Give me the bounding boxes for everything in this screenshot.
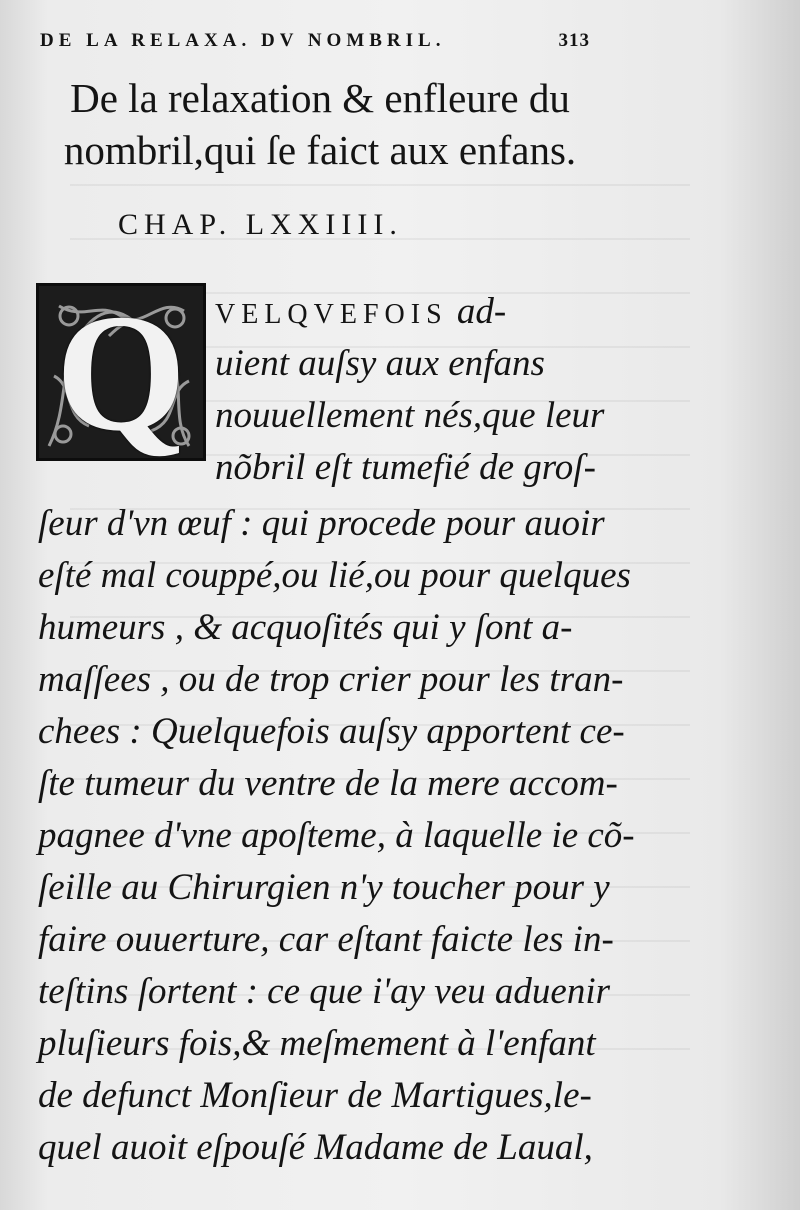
body-line: ſeille au Chirurgien n'y toucher pour y bbox=[38, 867, 610, 908]
chapter-number: CHAP. LXXIIII. bbox=[118, 208, 403, 241]
body-line: faire ouuerture, car eſtant faicte les in- bbox=[38, 919, 614, 960]
body-line: teſtins ſortent : ce que i'ay veu aduenir bbox=[38, 971, 611, 1012]
body-lead-caps: VELQVEFOIS bbox=[215, 299, 448, 330]
body-line: humeurs , & acquoſités qui y ſont a- bbox=[38, 607, 573, 648]
chapter-title-line-2: nombril,qui ſe faict aux enfans. bbox=[63, 127, 577, 173]
body-line: ſte tumeur du ventre de la mere accom- bbox=[38, 763, 618, 804]
body-line: nõbril eſt tumefié de groſ- bbox=[215, 447, 596, 488]
body-line: eſté mal couppé,ou lié,ou pour quelques bbox=[38, 555, 631, 596]
body-line-first bbox=[215, 290, 506, 337]
body-line: quel auoit eſpouſé Madame de Laual, bbox=[38, 1127, 593, 1168]
chapter-title bbox=[40, 72, 600, 176]
decorated-initial bbox=[36, 280, 206, 466]
body-line: uient auſsy aux enfans bbox=[215, 343, 545, 384]
initial-letter: Q bbox=[55, 280, 187, 466]
body-line: ſeur d'vn œuf : qui procede pour auoir bbox=[38, 503, 605, 544]
body-line: pluſieurs fois,& meſmement à l'enfant bbox=[38, 1023, 596, 1064]
page-number: 313 bbox=[558, 30, 590, 51]
body-line: chees : Quelquefois auſsy apportent ce- bbox=[38, 711, 625, 752]
running-head-title: DE LA RELAXA. DV NOMBRIL. bbox=[40, 30, 446, 51]
body-line-first-rest: ad- bbox=[456, 291, 507, 332]
running-head bbox=[40, 30, 600, 52]
body-line: maſſees , ou de trop crier pour les tran- bbox=[38, 659, 624, 700]
body-line: nouuellement nés,que leur bbox=[215, 395, 605, 436]
chapter-title-line-1: De la relaxation & enfleure du bbox=[70, 75, 570, 121]
body-line: de defunct Monſieur de Martigues,le- bbox=[38, 1075, 592, 1116]
body-line: pagnee d'vne apoſteme, à laquelle ie cõ- bbox=[38, 815, 635, 856]
